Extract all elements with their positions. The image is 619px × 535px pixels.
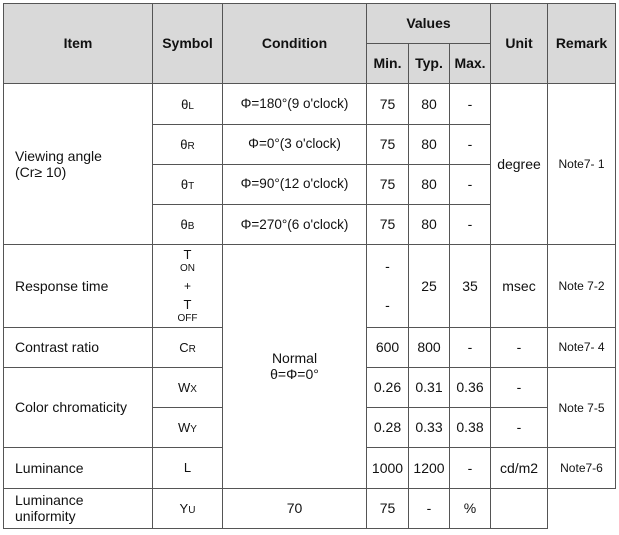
header-remark: Remark (548, 4, 616, 84)
typ-cell: 80 (409, 205, 450, 245)
symbol-wy: WY (153, 408, 223, 448)
typ-cell: 0.33 (409, 408, 450, 448)
min-cell: 75 (367, 84, 409, 124)
condition-cell: Φ=180°(9 o'clock) (223, 84, 367, 124)
luminance-uniformity-item: Luminance uniformity (4, 488, 153, 528)
max-cell: - (450, 164, 491, 204)
typ-cell: 800 (409, 327, 450, 367)
symbol-cr: CR (153, 327, 223, 367)
header-values: Values (367, 4, 491, 44)
min-cell: 600 (367, 327, 409, 367)
min-cell: 70 (223, 488, 367, 528)
unit-cell: - (491, 368, 548, 408)
typ-cell: 25 (409, 245, 450, 327)
min-cell: 75 (367, 164, 409, 204)
table-row (4, 84, 616, 124)
viewing-angle-unit: degree (491, 84, 548, 245)
header-condition: Condition (223, 4, 367, 84)
typ-cell: 0.31 (409, 368, 450, 408)
symbol-theta-b: θB (153, 205, 223, 245)
max-cell: 0.36 (450, 368, 491, 408)
optical-spec-table (3, 3, 616, 529)
max-cell: - (450, 448, 491, 488)
header-min: Min. (367, 44, 409, 84)
contrast-ratio-item: Contrast ratio (4, 327, 153, 367)
header-typ: Typ. (409, 44, 450, 84)
normal-condition: Normal θ=Φ=0° (223, 245, 367, 488)
header-unit: Unit (491, 4, 548, 84)
min-cell: 0.26 (367, 368, 409, 408)
unit-cell: - (491, 408, 548, 448)
typ-cell: 75 (367, 488, 409, 528)
max-cell: - (450, 327, 491, 367)
symbol-wx: WX (153, 368, 223, 408)
viewing-angle-remark: Note7- 1 (548, 84, 616, 245)
condition-cell: Φ=0°(3 o'clock) (223, 124, 367, 164)
table-row (4, 488, 616, 528)
remark-cell (491, 488, 548, 528)
symbol-l: L (153, 448, 223, 488)
typ-cell: 80 (409, 124, 450, 164)
unit-cell: cd/m2 (491, 448, 548, 488)
luminance-item: Luminance (4, 448, 153, 488)
remark-cell: Note 7-2 (548, 245, 616, 327)
min-cell: - - (367, 245, 409, 327)
unit-cell: - (491, 327, 548, 367)
viewing-angle-item: Viewing angle (Cr≥ 10) (4, 84, 153, 245)
min-cell: 75 (367, 205, 409, 245)
table-row (4, 245, 616, 327)
min-cell: 75 (367, 124, 409, 164)
typ-cell: 1200 (409, 448, 450, 488)
response-time-item: Response time (4, 245, 153, 327)
min-cell: 0.28 (367, 408, 409, 448)
max-cell: - (450, 205, 491, 245)
header-max: Max. (450, 44, 491, 84)
symbol-theta-l: θL (153, 84, 223, 124)
unit-cell: % (450, 488, 491, 528)
max-cell: 0.38 (450, 408, 491, 448)
remark-cell: Note7-6 (548, 448, 616, 488)
symbol-theta-t: θT (153, 164, 223, 204)
symbol-yu: YU (153, 488, 223, 528)
color-chromaticity-remark: Note 7-5 (548, 368, 616, 448)
condition-cell: Φ=270°(6 o'clock) (223, 205, 367, 245)
remark-cell: Note7- 4 (548, 327, 616, 367)
header-item: Item (4, 4, 153, 84)
color-chromaticity-item: Color chromaticity (4, 368, 153, 448)
header-symbol: Symbol (153, 4, 223, 84)
min-cell: 1000 (367, 448, 409, 488)
max-cell: - (450, 84, 491, 124)
max-cell: - (450, 124, 491, 164)
typ-cell: 80 (409, 164, 450, 204)
typ-cell: 80 (409, 84, 450, 124)
max-cell: 35 (450, 245, 491, 327)
symbol-ton-toff: T ON + T OFF (153, 245, 223, 327)
max-cell: - (409, 488, 450, 528)
symbol-theta-r: θR (153, 124, 223, 164)
condition-cell: Φ=90°(12 o'clock) (223, 164, 367, 204)
unit-cell: msec (491, 245, 548, 327)
